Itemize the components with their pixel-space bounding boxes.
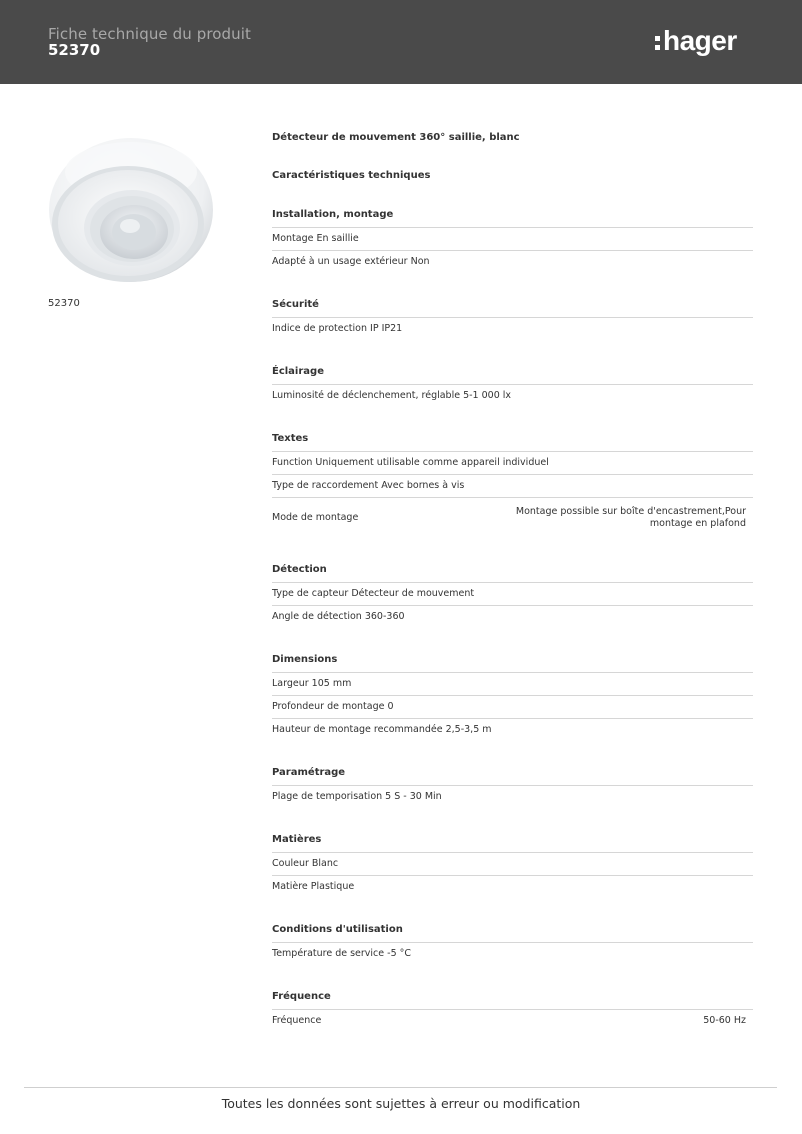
page-header xyxy=(0,0,802,84)
spec-label: Type de raccordement Avec bornes à vis xyxy=(272,480,465,491)
spec-section xyxy=(272,767,753,808)
hager-logo xyxy=(655,24,737,58)
spec-row xyxy=(272,385,753,407)
spec-label: Largeur 105 mm xyxy=(272,678,352,689)
section-title: Sécurité xyxy=(272,299,753,318)
spec-row xyxy=(272,1010,753,1032)
logo-text: hager xyxy=(663,25,737,56)
spec-row xyxy=(272,786,753,808)
spec-row xyxy=(272,719,753,741)
spec-section xyxy=(272,366,753,407)
product-title: Détecteur de mouvement 360° saillie, blanc xyxy=(272,132,520,143)
spec-label: Plage de temporisation 5 S - 30 Min xyxy=(272,791,442,802)
spec-row xyxy=(272,251,753,273)
spec-sections xyxy=(272,209,753,1032)
spec-section xyxy=(272,924,753,965)
spec-section xyxy=(272,209,753,273)
spec-row xyxy=(272,228,753,251)
spec-row xyxy=(272,943,753,965)
spec-row xyxy=(272,606,753,628)
product-image xyxy=(46,128,216,288)
spec-label: Couleur Blanc xyxy=(272,858,339,869)
footer-divider xyxy=(24,1087,777,1088)
spec-section xyxy=(272,564,753,628)
spec-row xyxy=(272,583,753,606)
spec-label: Hauteur de montage recommandée 2,5-3,5 m xyxy=(272,724,492,735)
spec-row xyxy=(272,475,753,498)
spec-row xyxy=(272,498,753,538)
header-title: Fiche technique du produit xyxy=(48,25,252,43)
spec-row xyxy=(272,318,753,340)
section-title: Fréquence xyxy=(272,991,753,1010)
section-title: Détection xyxy=(272,564,753,583)
spec-row xyxy=(272,696,753,719)
spec-label: Adapté à un usage extérieur Non xyxy=(272,256,430,267)
section-title: Matières xyxy=(272,834,753,853)
section-title: Dimensions xyxy=(272,654,753,673)
spec-row xyxy=(272,673,753,696)
spec-label: Montage En saillie xyxy=(272,233,359,244)
section-title: Textes xyxy=(272,433,753,452)
spec-label: Matière Plastique xyxy=(272,881,355,892)
spec-label: Type de capteur Détecteur de mouvement xyxy=(272,588,475,599)
specs-heading: Caractéristiques techniques xyxy=(272,170,431,181)
spec-row xyxy=(272,452,753,475)
logo-dots-icon xyxy=(655,34,660,52)
section-title: Conditions d'utilisation xyxy=(272,924,753,943)
spec-row xyxy=(272,876,753,898)
image-caption: 52370 xyxy=(48,298,80,309)
spec-label: Mode de montage xyxy=(272,512,359,523)
spec-value: 50-60 Hz xyxy=(703,1015,746,1026)
spec-section xyxy=(272,654,753,741)
spec-label: Température de service -5 °C xyxy=(272,948,412,959)
spec-section xyxy=(272,433,753,538)
spec-section xyxy=(272,299,753,340)
header-reference: 52370 xyxy=(48,41,101,59)
spec-section xyxy=(272,834,753,898)
spec-label: Indice de protection IP IP21 xyxy=(272,323,403,334)
spec-row xyxy=(272,853,753,876)
section-title: Éclairage xyxy=(272,366,753,385)
spec-label: Luminosité de déclenchement, réglable 5-1 000 lx xyxy=(272,390,512,401)
spec-section xyxy=(272,991,753,1032)
motion-detector-image xyxy=(46,128,216,288)
section-title: Installation, montage xyxy=(272,209,753,228)
footer-disclaimer: Toutes les données sont sujettes à erreur ou modification xyxy=(221,1096,581,1111)
spec-label: Angle de détection 360-360 xyxy=(272,611,405,622)
section-title: Paramétrage xyxy=(272,767,753,786)
spec-value: Montage possible sur boîte d'encastrement,Pour montage en plafond xyxy=(515,506,746,529)
spec-label: Function Uniquement utilisable comme appareil individuel xyxy=(272,457,549,468)
spec-content xyxy=(272,130,753,1032)
spec-label: Fréquence xyxy=(272,1015,322,1026)
spec-label: Profondeur de montage 0 xyxy=(272,701,394,712)
